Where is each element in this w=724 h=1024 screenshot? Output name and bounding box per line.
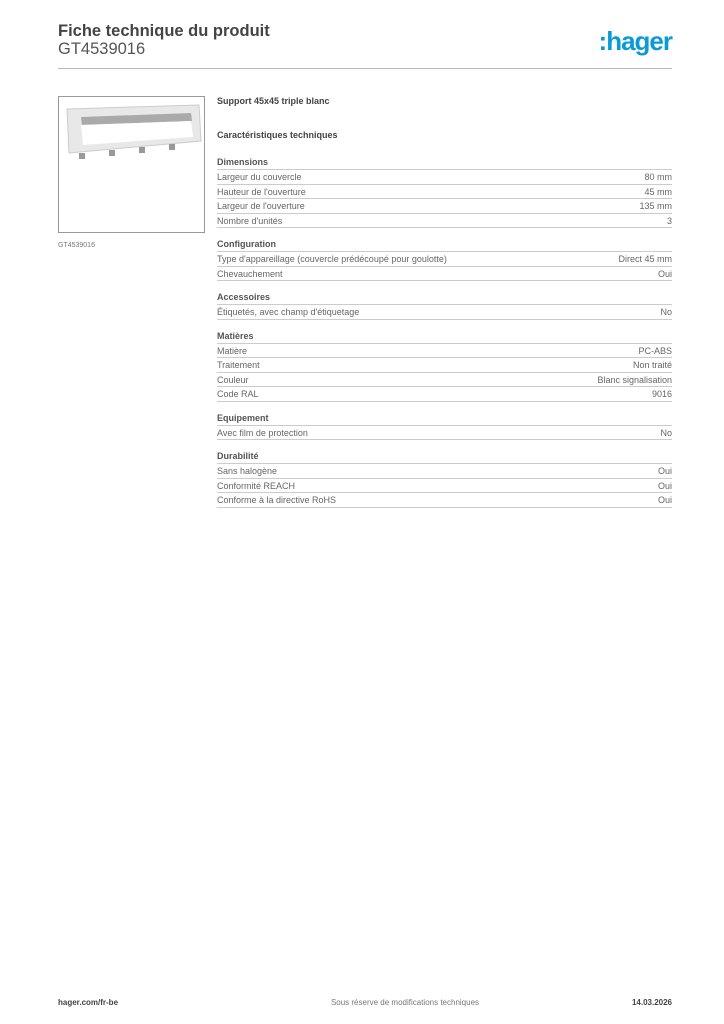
spec-label: Code RAL: [217, 389, 259, 399]
section-title: Configuration: [217, 238, 672, 252]
spec-value: PC-ABS: [638, 345, 672, 356]
product-reference: GT4539016: [58, 40, 146, 58]
spec-row: [217, 185, 672, 200]
page-title: Fiche technique du produit: [58, 22, 270, 40]
spec-label: Sans halogène: [217, 466, 278, 476]
spec-value: 80 mm: [644, 172, 672, 182]
spec-row: [217, 305, 672, 320]
spec-value: Oui: [657, 495, 672, 505]
image-caption: GT4539016: [58, 242, 95, 249]
product-image: [58, 96, 205, 233]
spec-value: 135 mm: [639, 201, 672, 211]
specs-title: Caractéristiques techniques: [217, 130, 338, 140]
spec-row: [217, 493, 672, 508]
spec-label: Nombre d'unités: [217, 215, 283, 226]
spec-label: Conformité REACH: [217, 480, 296, 491]
section-title: Accessoires: [217, 291, 672, 305]
spec-section: [217, 412, 672, 441]
spec-section: [217, 238, 672, 281]
spec-value: No: [660, 307, 672, 317]
header-divider: [58, 68, 672, 69]
spec-value: Non traité: [632, 360, 672, 370]
spec-row: [217, 170, 672, 185]
spec-value: Oui: [657, 480, 672, 491]
spec-label: Largeur du couvercle: [217, 172, 302, 182]
spec-label: Matière: [217, 345, 248, 356]
spec-section: [217, 330, 672, 402]
spec-section: [217, 291, 672, 320]
spec-value: Oui: [657, 466, 672, 476]
spec-label: Traitement: [217, 360, 260, 370]
spec-value: Direct 45 mm: [618, 254, 672, 264]
spec-value: 3: [666, 215, 672, 226]
footer-date: 14.03.2026: [631, 998, 672, 1007]
specs: [217, 96, 672, 518]
spec-row: [217, 387, 672, 402]
spec-section: [217, 156, 672, 228]
spec-row: [217, 344, 672, 359]
spec-value: 9016: [651, 389, 672, 399]
spec-label: Couleur: [217, 374, 249, 385]
spec-row: [217, 214, 672, 229]
spec-value: Oui: [657, 268, 672, 279]
footer: [58, 998, 672, 1007]
spec-label: Largeur de l'ouverture: [217, 201, 305, 211]
spec-row: [217, 479, 672, 494]
spec-row: [217, 252, 672, 267]
hager-logo: :hager: [598, 26, 672, 56]
section-title: Matières: [217, 330, 672, 344]
spec-row: [217, 267, 672, 282]
footer-disclaimer: Sous réserve de modifications techniques: [330, 998, 480, 1007]
spec-label: Hauteur de l'ouverture: [217, 186, 306, 197]
spec-label: Chevauchement: [217, 268, 283, 279]
section-title: Equipement: [217, 412, 672, 426]
section-title: Dimensions: [217, 156, 672, 170]
spec-label: Conforme à la directive RoHS: [217, 495, 337, 505]
spec-label: Type d'appareillage (couvercle prédécoupé pour goulotte): [217, 254, 447, 264]
spec-value: 45 mm: [644, 186, 672, 197]
spec-row: [217, 464, 672, 479]
spec-row: [217, 426, 672, 441]
spec-section: [217, 450, 672, 508]
spec-row: [217, 358, 672, 373]
spec-value: No: [660, 427, 672, 438]
spec-label: Avec film de protection: [217, 427, 308, 438]
product-name: Support 45x45 triple blanc: [217, 96, 330, 106]
spec-value: Blanc signalisation: [597, 374, 672, 385]
footer-website[interactable]: hager.com/fr-be: [58, 998, 119, 1007]
spec-label: Étiquetés, avec champ d'étiquetage: [217, 307, 360, 317]
section-title: Durabilité: [217, 450, 672, 464]
spec-row: [217, 199, 672, 214]
spec-row: [217, 373, 672, 388]
